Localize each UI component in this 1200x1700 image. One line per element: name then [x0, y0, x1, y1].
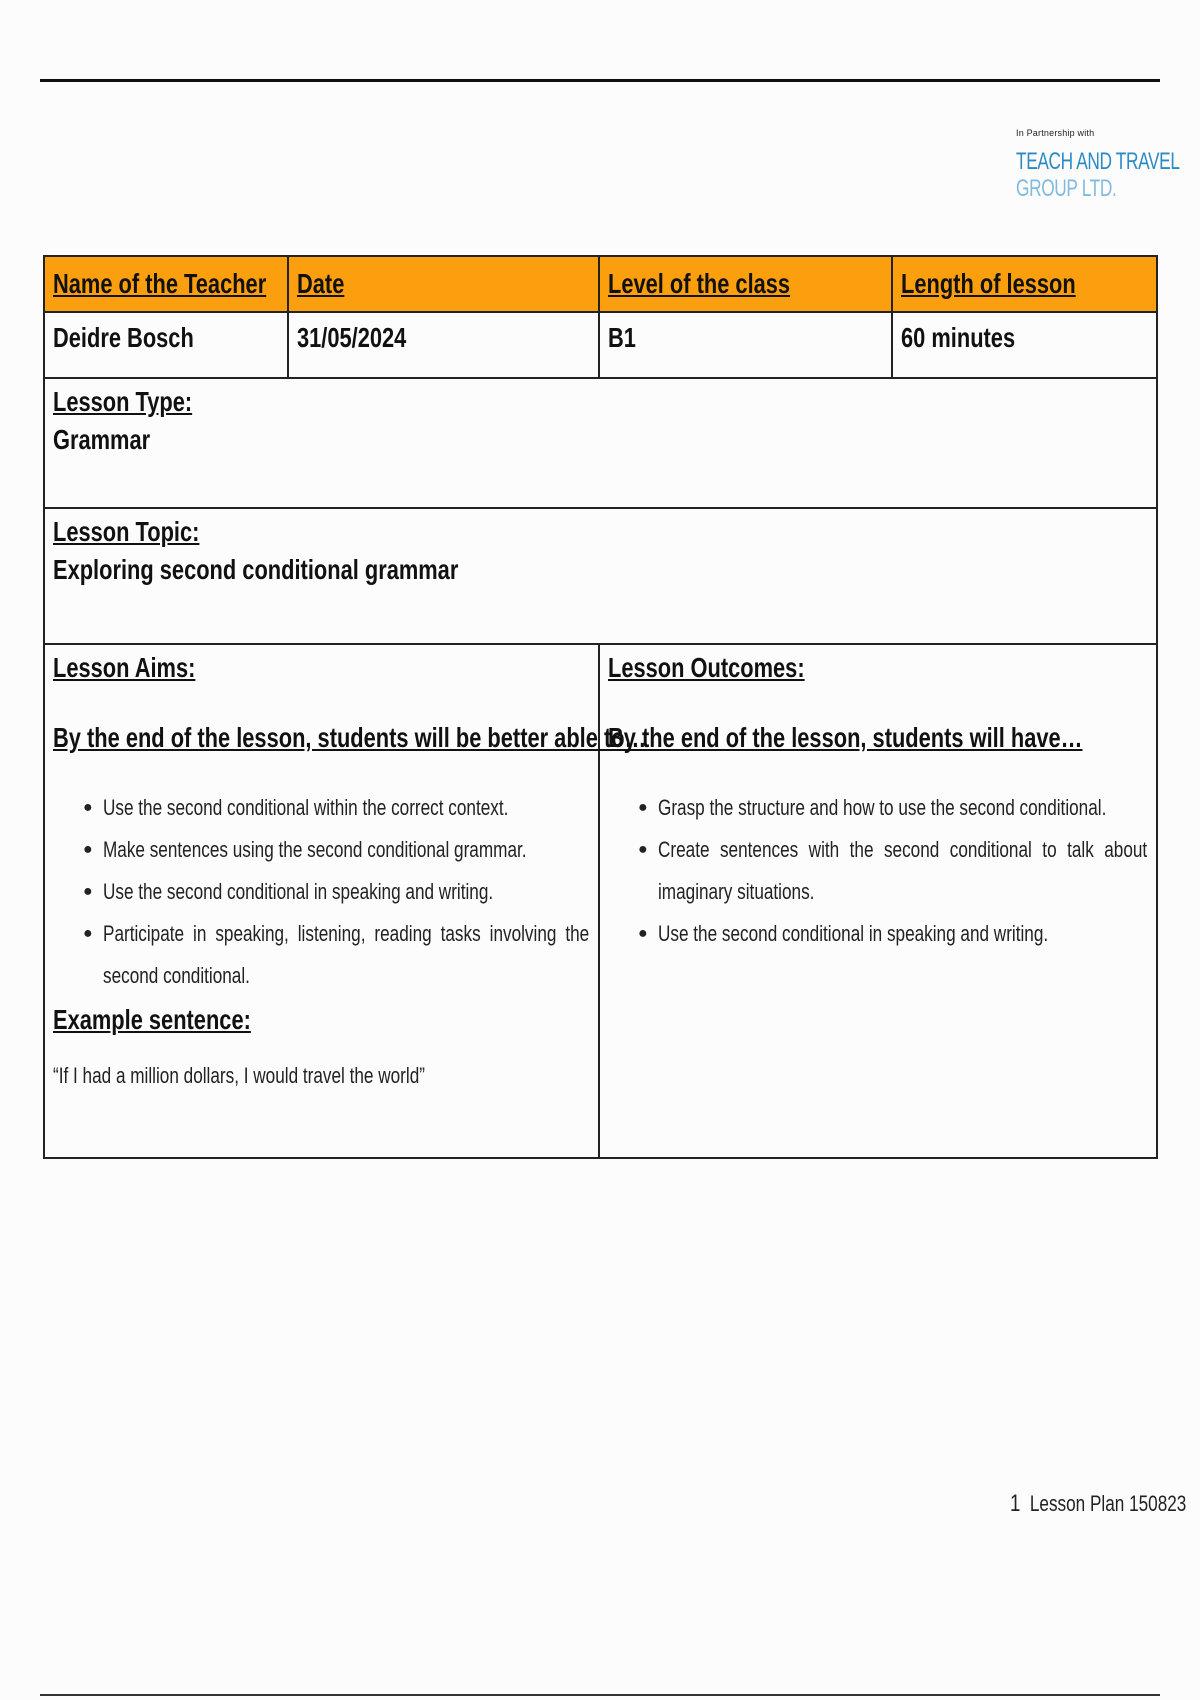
teacher-label: Name of the Teacher [53, 268, 267, 299]
date-cell [288, 312, 599, 378]
teacher-cell [44, 312, 288, 378]
aims-subheading: By the end of the lesson, students will be better able to… [53, 722, 647, 753]
lesson-type-cell [44, 378, 1157, 508]
lesson-plan-table [43, 255, 1158, 1159]
aims-cell [44, 644, 647, 1158]
lesson-topic-label: Lesson Topic: [53, 516, 200, 547]
page-footer [1010, 1490, 1186, 1518]
logo-line-1: TEACH AND TRAVEL [1016, 148, 1180, 175]
date-value: 31/05/2024 [297, 322, 407, 353]
header-date-cell [288, 256, 599, 312]
lesson-topic-cell [44, 508, 1157, 644]
bullet-icon: ● [83, 799, 93, 816]
list-item: ● Create sentences with the second conditional to talk about imaginary situations. [608, 829, 1148, 913]
list-item: ● Grasp the structure and how to use the second conditional. [608, 787, 1148, 829]
bullet-icon: ● [638, 841, 648, 858]
lesson-type-value: Grammar [53, 424, 151, 455]
example-sentence: “If I had a million dollars, I would travel the world” [53, 1063, 425, 1088]
bullet-icon: ● [638, 799, 648, 816]
level-value: B1 [608, 322, 636, 353]
lesson-topic-row [44, 508, 1157, 644]
list-item: ● Make sentences using the second conditional grammar. [53, 829, 590, 871]
logo-line-2: GROUP LTD. [1016, 175, 1117, 202]
outcomes-subheading: By the end of the lesson, students will have… [608, 722, 1083, 753]
partner-logo [1016, 128, 1180, 202]
outcomes-label: Lesson Outcomes: [608, 652, 805, 683]
outcomes-list [608, 787, 1148, 955]
aims-list [53, 787, 590, 997]
aims-label: Lesson Aims: [53, 652, 196, 683]
length-cell [892, 312, 1157, 378]
level-label: Level of the class [608, 268, 791, 299]
bullet-icon: ● [83, 925, 93, 942]
header-teacher-cell [44, 256, 288, 312]
header-row [44, 256, 1157, 312]
bullet-icon: ● [83, 883, 93, 900]
aims-outcomes-row [44, 644, 1157, 1158]
lesson-type-row [44, 378, 1157, 508]
bullet-icon: ● [638, 925, 648, 942]
length-value: 60 minutes [901, 322, 1016, 353]
bottom-rule [40, 1694, 1160, 1696]
level-cell [599, 312, 892, 378]
list-item: ● Use the second conditional within the correct context. [53, 787, 590, 829]
top-rule [40, 79, 1160, 82]
list-item: ● Participate in speaking, listening, reading tasks involving the second conditional. [53, 913, 590, 997]
length-label: Length of lesson [901, 268, 1076, 299]
list-item: ● Use the second conditional in speaking and writing. [53, 871, 590, 913]
bullet-icon: ● [83, 841, 93, 858]
example-sentence-label: Example sentence: [53, 1004, 251, 1035]
page-number: 1 [1010, 1490, 1021, 1517]
outcomes-cell [599, 644, 1157, 1158]
doc-label: Lesson Plan 150823 [1029, 1491, 1187, 1516]
lesson-topic-value: Exploring second conditional grammar [53, 554, 459, 585]
header-level-cell [599, 256, 892, 312]
header-length-cell [892, 256, 1157, 312]
values-row [44, 312, 1157, 378]
teacher-value: Deidre Bosch [53, 322, 194, 353]
list-item: ● Use the second conditional in speaking and writing. [608, 913, 1148, 955]
logo-tagline: In Partnership with [1016, 128, 1095, 138]
date-label: Date [297, 268, 345, 299]
lesson-type-label: Lesson Type: [53, 386, 193, 417]
